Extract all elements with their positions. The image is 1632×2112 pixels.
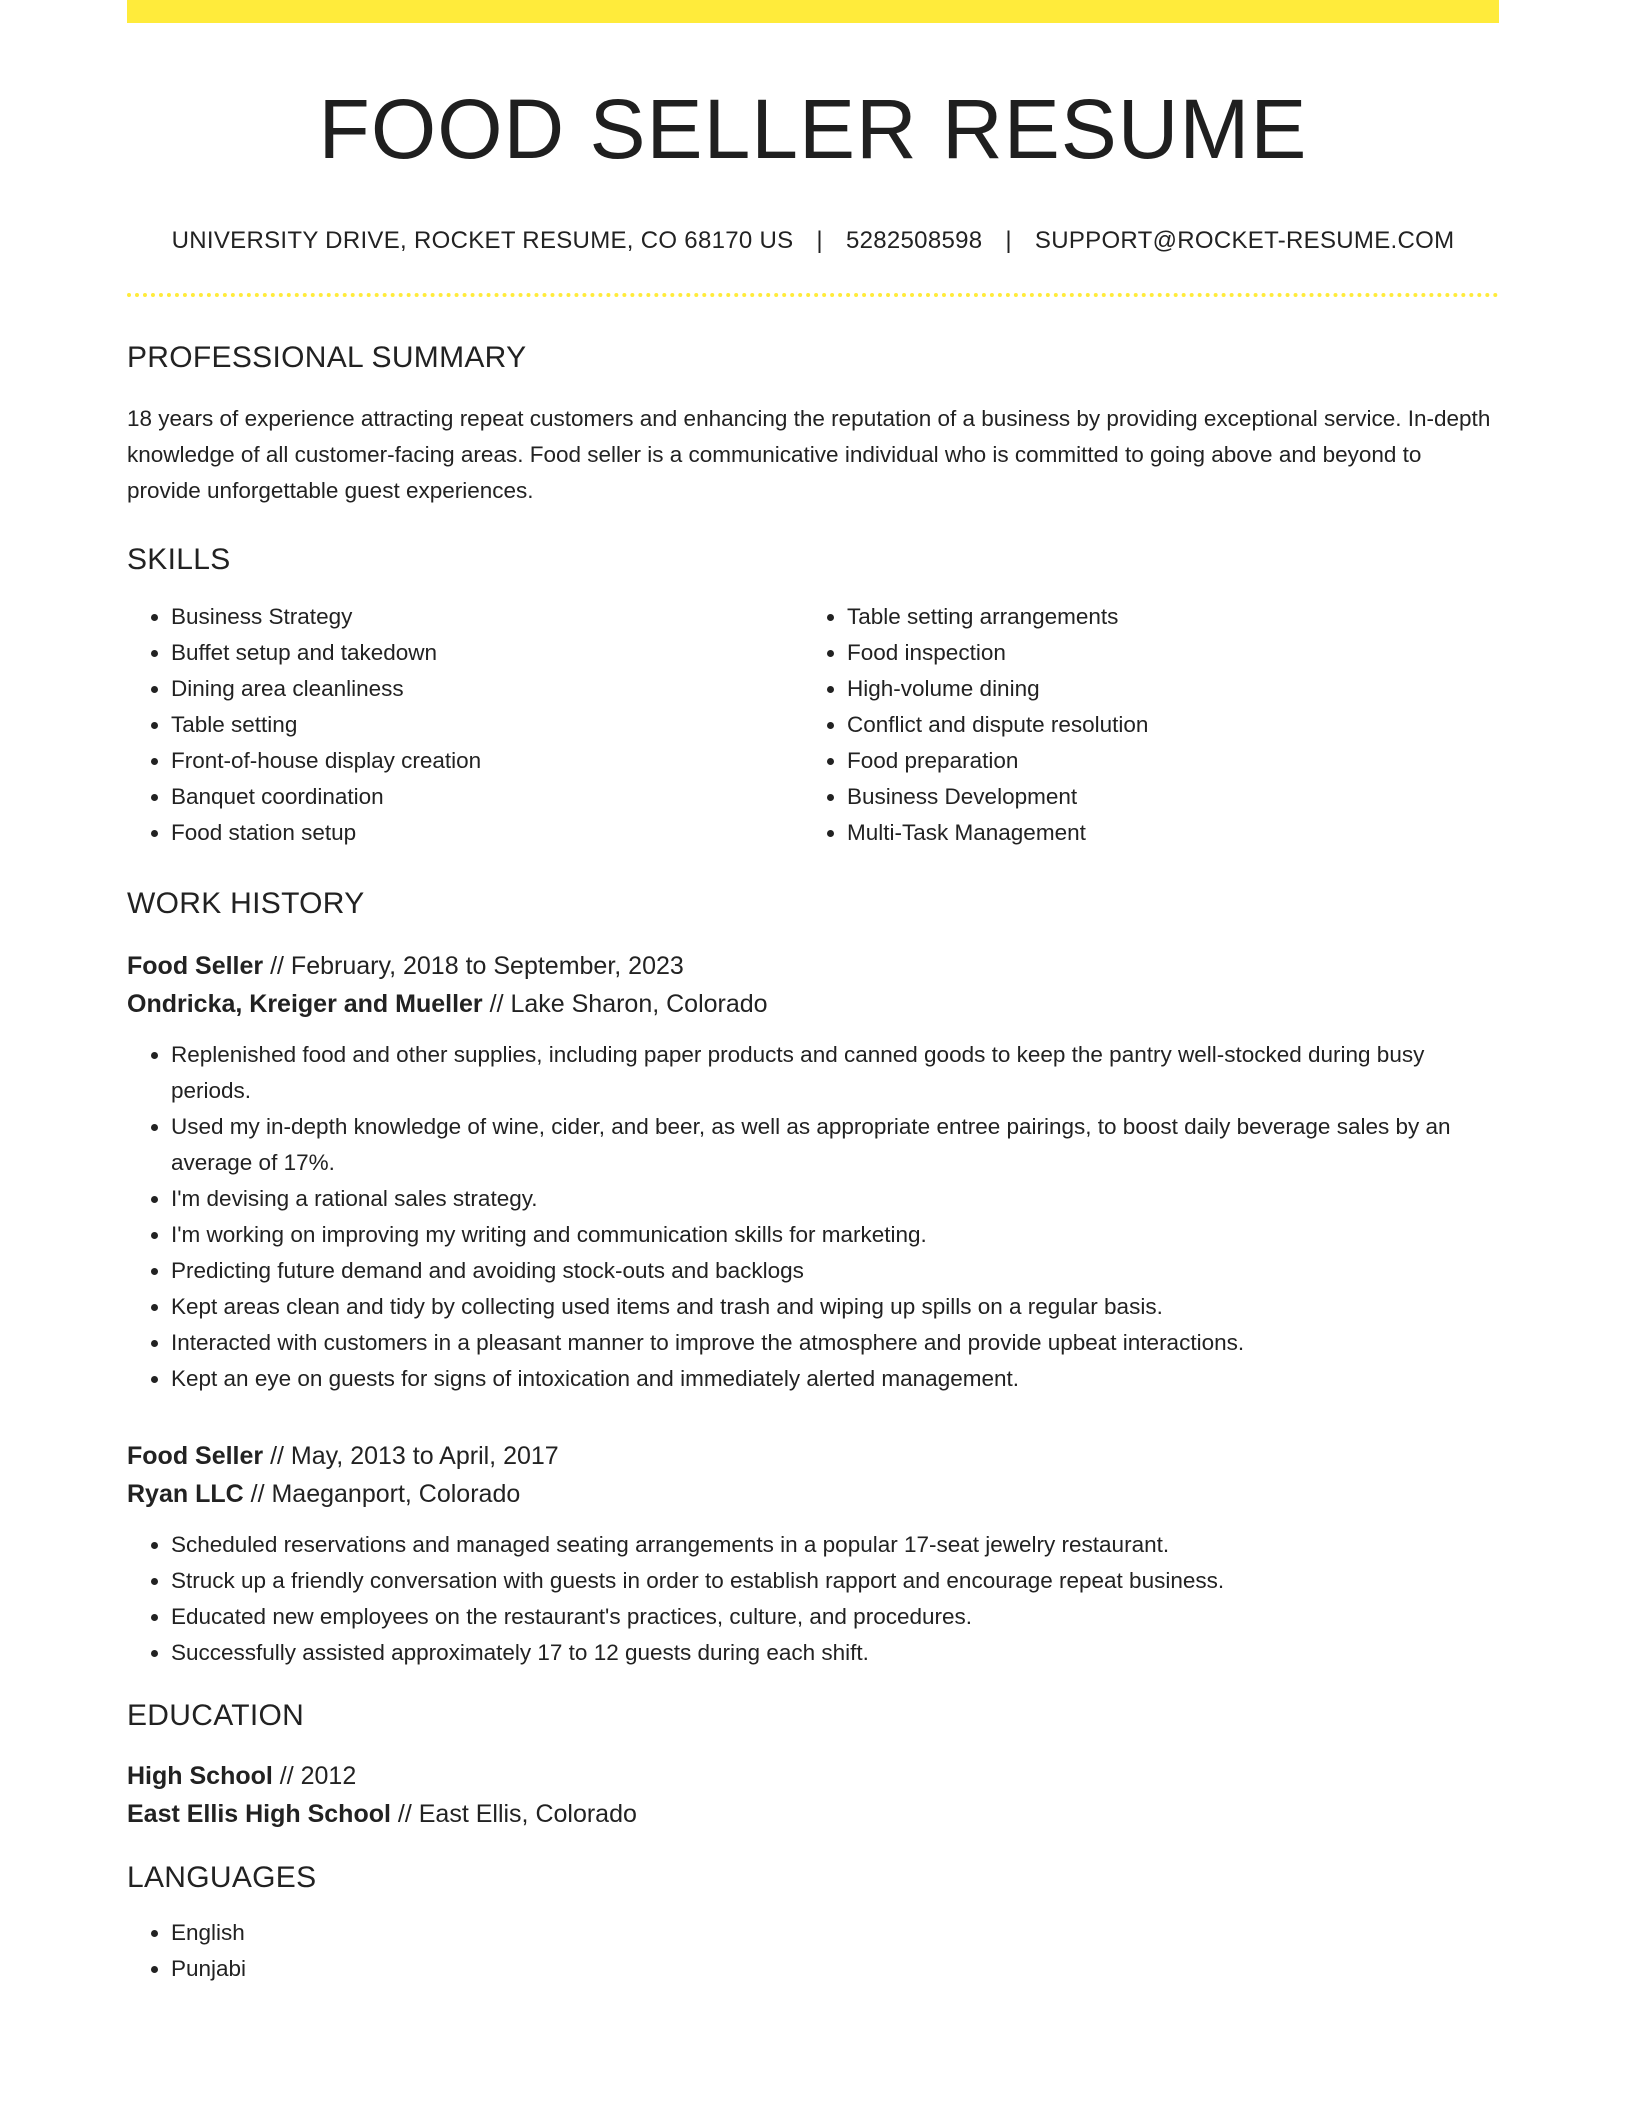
job-location: // Lake Sharon, Colorado (489, 990, 768, 1019)
skill-item: • Food station setup (171, 815, 803, 851)
skill-item: • Front-of-house display creation (171, 743, 803, 779)
skill-item: • Multi-Task Management (847, 815, 1479, 851)
job-bullet: • Predicting future demand and avoiding stock-outs and backlogs (171, 1253, 1499, 1289)
skills-list-left (127, 599, 803, 851)
job-bullet: • Kept an eye on guests for signs of intoxication and immediately alerted management. (171, 1361, 1499, 1397)
skill-item: • Banquet coordination (171, 779, 803, 815)
contact-separator: | (1005, 227, 1012, 255)
job-bullet: • Educated new employees on the restaurant's practices, culture, and procedures. (171, 1599, 1499, 1635)
skill-item: • Food preparation (847, 743, 1479, 779)
job-bullet: • I'm devising a rational sales strategy. (171, 1181, 1499, 1217)
job-entry (127, 1437, 1499, 1671)
job-bullet: • Kept areas clean and tidy by collecting used items and trash and wiping up spills on a regular basis. (171, 1289, 1499, 1325)
job-role: Food Seller (127, 952, 264, 981)
job-role-line (127, 947, 1499, 985)
job-dates: // February, 2018 to September, 2023 (270, 952, 684, 981)
education-school: East Ellis High School (127, 1800, 391, 1829)
job-location: // Maeganport, Colorado (250, 1480, 521, 1509)
skill-item: • Table setting arrangements (847, 599, 1479, 635)
language-item: • Punjabi (171, 1951, 1499, 1987)
languages-heading: LANGUAGES (127, 1861, 317, 1895)
education-heading: EDUCATION (127, 1699, 305, 1733)
job-bullets (127, 1527, 1499, 1671)
skill-item: • Buffet setup and takedown (171, 635, 803, 671)
languages-list (127, 1915, 1499, 1987)
job-role-line (127, 1437, 1499, 1475)
education-degree: High School (127, 1762, 273, 1791)
contact-line (127, 227, 1499, 255)
skills-list-right (803, 599, 1479, 851)
contact-address: UNIVERSITY DRIVE, ROCKET RESUME, CO 68170 US (171, 227, 794, 255)
skill-item: • Food inspection (847, 635, 1479, 671)
job-entry (127, 947, 1499, 1397)
resume-title: FOOD SELLER RESUME (318, 82, 1308, 176)
job-bullet: • Struck up a friendly conversation with guests in order to establish rapport and encourage repeat business. (171, 1563, 1499, 1599)
contact-separator: | (816, 227, 823, 255)
contact-email: SUPPORT@ROCKET-RESUME.COM (1034, 227, 1455, 255)
contact-phone: 5282508598 (845, 227, 983, 255)
job-company-line (127, 985, 1499, 1023)
education-year: // 2012 (279, 1762, 357, 1791)
job-bullets (127, 1037, 1499, 1397)
skill-item: • Conflict and dispute resolution (847, 707, 1479, 743)
job-bullet: • Scheduled reservations and managed seating arrangements in a popular 17-seat jewelry restaurant. (171, 1527, 1499, 1563)
skills-heading: SKILLS (127, 543, 231, 577)
skill-item: • Business Strategy (171, 599, 803, 635)
job-role: Food Seller (127, 1442, 264, 1471)
summary-text: 18 years of experience attracting repeat customers and enhancing the reputation of a business by providing exceptional service. In-depth knowledge of all customer-facing areas. Food seller is a communicative individual who is committed to going above and beyond to provide unforgettable guest experiences. (127, 406, 1491, 504)
job-company: Ondricka, Kreiger and Mueller (127, 990, 483, 1019)
job-bullet: • Successfully assisted approximately 17 to 12 guests during each shift. (171, 1635, 1499, 1671)
header-divider (127, 293, 1499, 297)
education-entry (127, 1757, 1499, 1833)
skill-item: • High-volume dining (847, 671, 1479, 707)
education-school-line (127, 1795, 1499, 1833)
job-dates: // May, 2013 to April, 2017 (270, 1442, 559, 1471)
summary-heading: PROFESSIONAL SUMMARY (127, 341, 527, 375)
education-location: // East Ellis, Colorado (397, 1800, 637, 1829)
job-bullet: • Interacted with customers in a pleasant manner to improve the atmosphere and provide upbeat interactions. (171, 1325, 1499, 1361)
work-history-heading: WORK HISTORY (127, 887, 365, 921)
job-bullet: • Replenished food and other supplies, including paper products and canned goods to keep the pantry well-stocked during busy periods. (171, 1037, 1499, 1109)
education-degree-line (127, 1757, 1499, 1795)
job-bullet: • I'm working on improving my writing and communication skills for marketing. (171, 1217, 1499, 1253)
skill-item: • Table setting (171, 707, 803, 743)
job-company-line (127, 1475, 1499, 1513)
skill-item: • Dining area cleanliness (171, 671, 803, 707)
resume-page (127, 0, 1499, 1987)
skill-item: • Business Development (847, 779, 1479, 815)
job-company: Ryan LLC (127, 1480, 244, 1509)
job-bullet: • Used my in-depth knowledge of wine, cider, and beer, as well as appropriate entree pairings, to boost daily beverage sales by an average of 17%. (171, 1109, 1499, 1181)
skills-columns (127, 599, 1499, 851)
language-item: • English (171, 1915, 1499, 1951)
top-accent-bar (127, 0, 1499, 23)
